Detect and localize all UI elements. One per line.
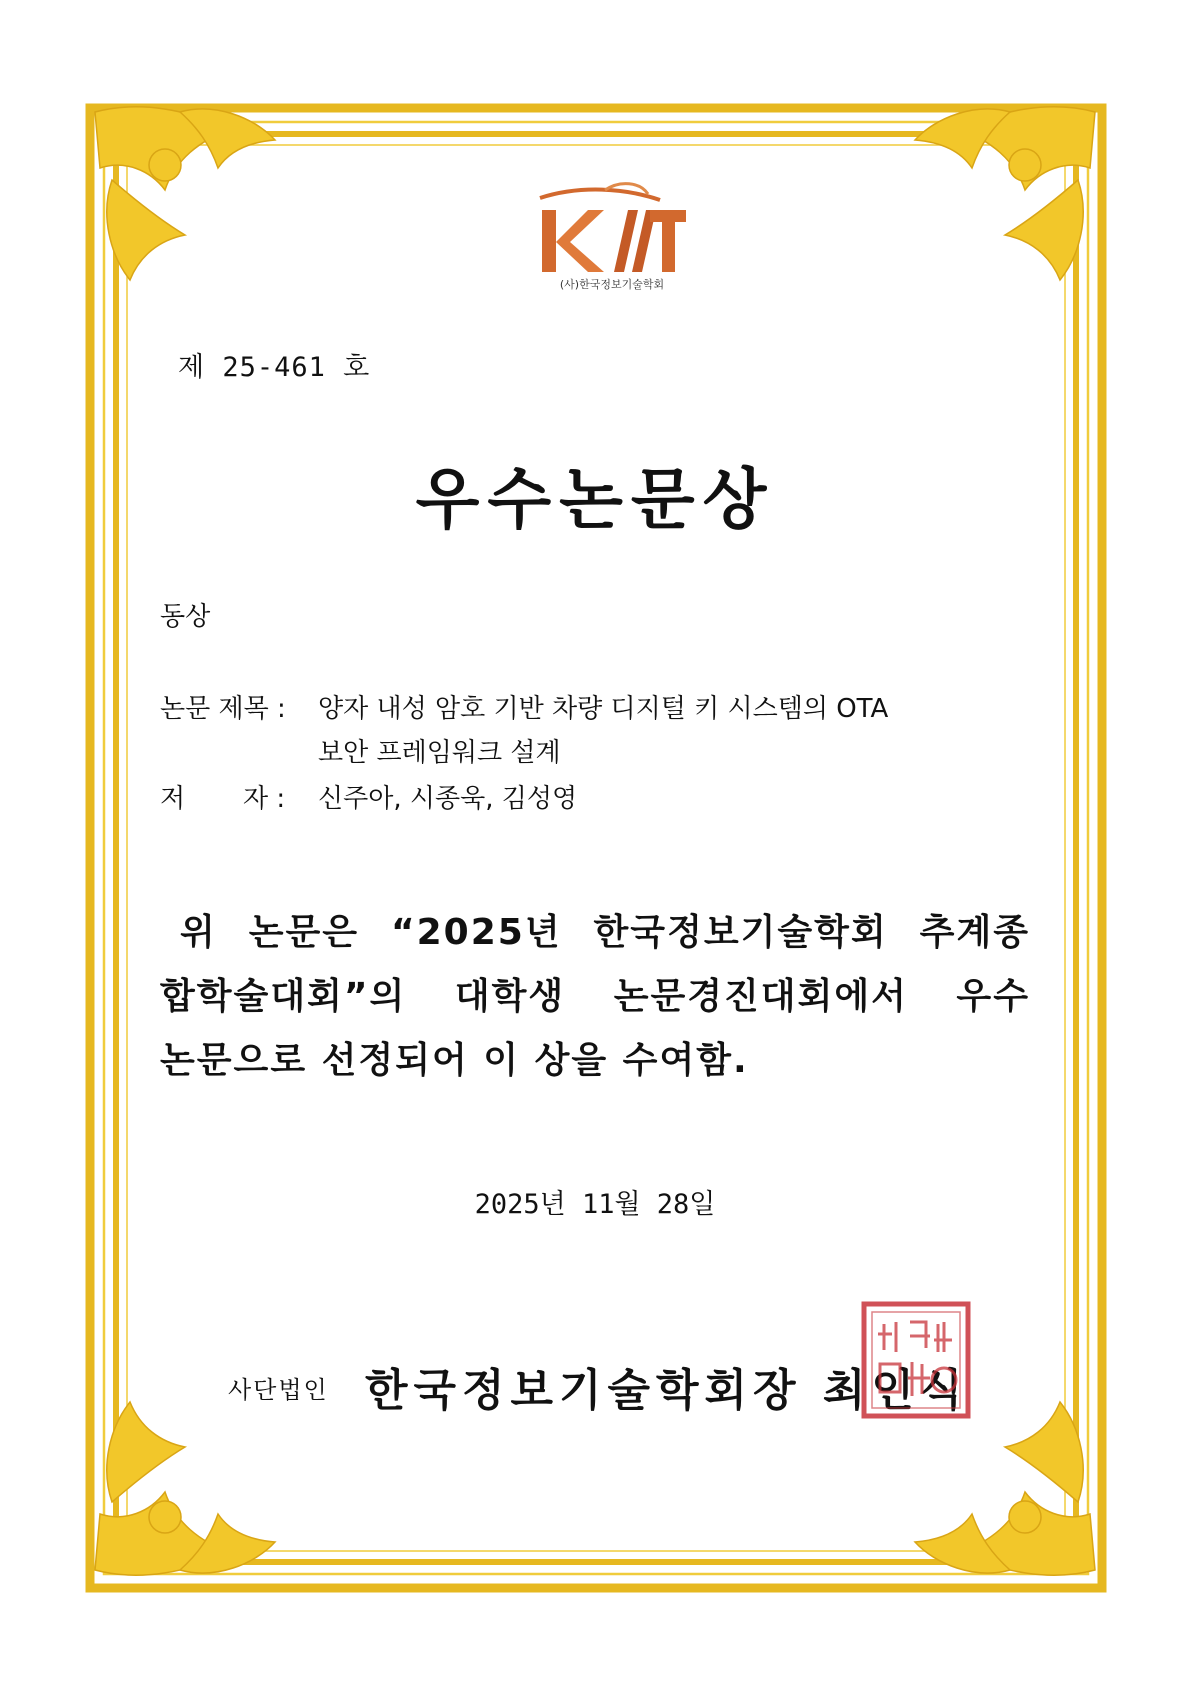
body-text-line1: 위 논문은 “2025년 한국정보기술학회 추계종 bbox=[180, 912, 1030, 953]
paper-title-line2: 보안 프레임워크 설계 bbox=[318, 738, 561, 768]
corporation-label: 사단법인 bbox=[228, 1376, 329, 1404]
body-text-line3: 논문으로 선정되어 이 상을 수여함. bbox=[160, 1040, 749, 1081]
paper-title-line1: 양자 내성 암호 기반 차량 디지털 키 시스템의 OTA bbox=[318, 694, 889, 724]
president-signature: 한국정보기술학회장 최인식 bbox=[365, 1365, 969, 1416]
award-date: 2025년 11월 28일 bbox=[474, 1189, 716, 1220]
authors-label: 저 자 : bbox=[160, 784, 286, 814]
award-title: 우수논문상 bbox=[415, 461, 775, 538]
paper-title-label: 논문 제목 : bbox=[160, 694, 286, 724]
body-text-line2: 합학술대회”의 대학생 논문경진대회에서 우수 bbox=[160, 976, 1030, 1017]
official-seal-stamp bbox=[860, 1300, 972, 1420]
logo-subtitle: (사)한국정보기술학회 bbox=[559, 278, 665, 291]
authors: 신주아, 시종욱, 김성영 bbox=[318, 784, 578, 814]
award-grade: 동상 bbox=[160, 602, 211, 632]
kit-logo bbox=[530, 180, 690, 280]
certificate-number: 제 25-461 호 bbox=[178, 352, 371, 383]
